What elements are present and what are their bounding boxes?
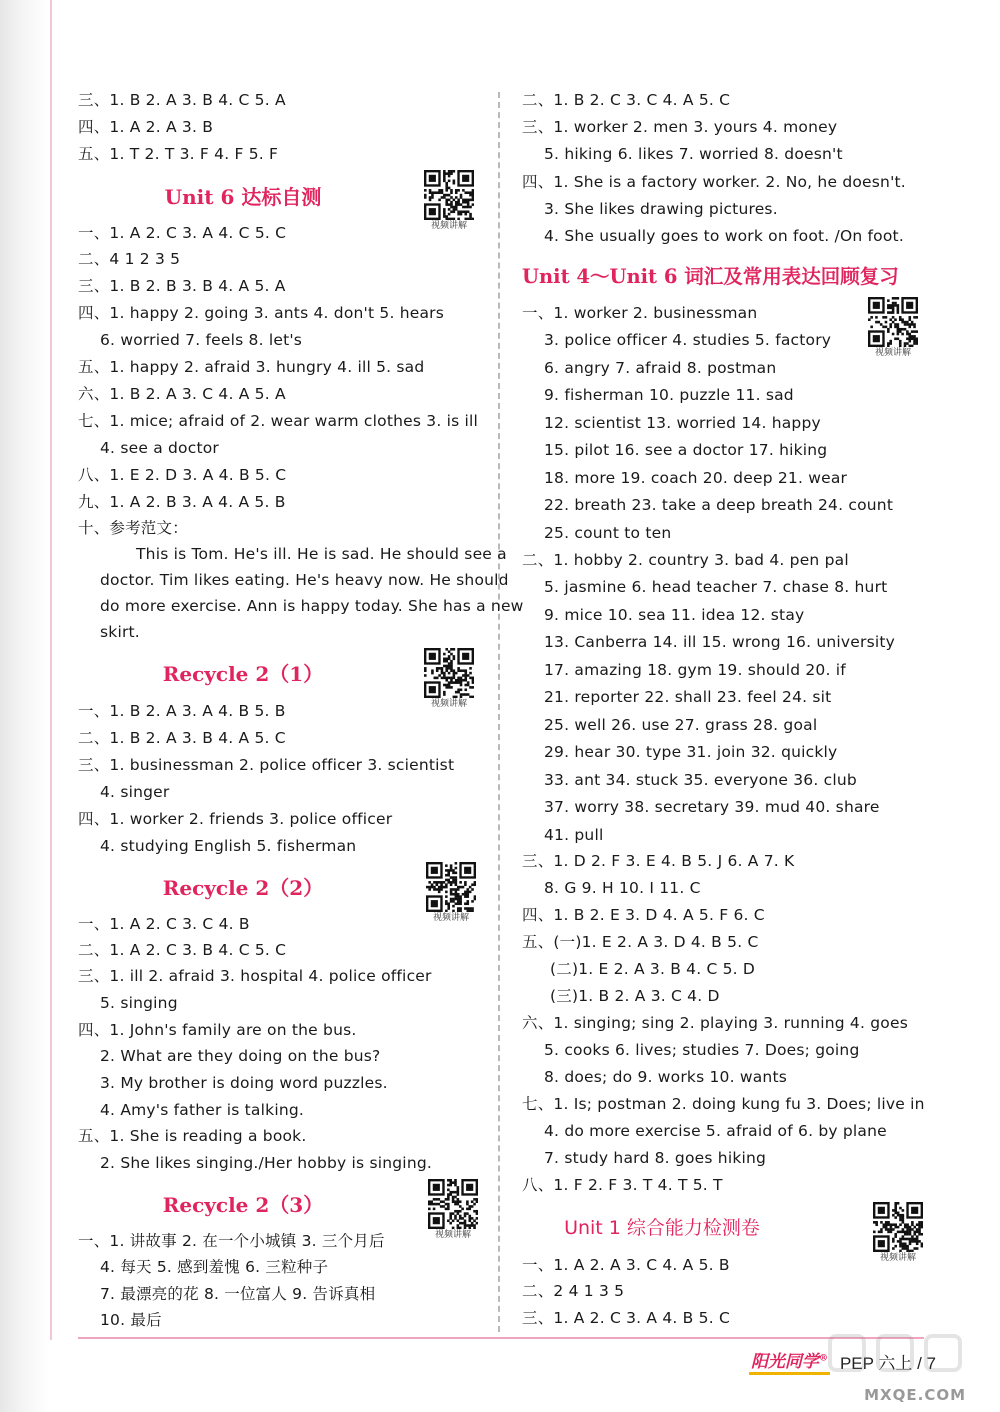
page-number: PEP 六上 / 7 <box>839 1353 936 1373</box>
qr-pattern-icon <box>428 1179 478 1229</box>
qr-code-image <box>426 862 476 912</box>
qr-code-recycle-2[interactable] <box>426 862 476 924</box>
answer-line: 5. singing <box>100 994 178 1012</box>
answer-line: 二、2 4 1 3 5 <box>522 1282 625 1300</box>
qr-code-image <box>868 297 918 347</box>
answer-line: 7. study hard 8. goes hiking <box>544 1149 767 1167</box>
answer-line: 15. pilot 16. see a doctor 17. hiking <box>544 441 828 459</box>
section-title-unit6: Unit 6 达标自测 <box>164 185 322 209</box>
answer-line: 17. amazing 18. gym 19. should 20. if <box>544 661 846 679</box>
answer-line: 4. see a doctor <box>100 439 219 457</box>
answer-line: 二、1. A 2. C 3. B 4. C 5. C <box>78 941 287 959</box>
answer-line: 一、1. A 2. C 3. A 4. C 5. C <box>78 224 287 242</box>
answer-line: 八、1. F 2. F 3. T 4. T 5. T <box>522 1176 723 1194</box>
answer-line: 八、1. E 2. D 3. A 4. B 5. C <box>78 466 287 484</box>
answer-line: 6. angry 7. afraid 8. postman <box>544 359 777 377</box>
answer-line: 12. scientist 13. worried 14. happy <box>544 414 821 432</box>
answer-line: 一、1. B 2. A 3. A 4. B 5. B <box>78 702 286 720</box>
answer-line: 六、1. singing; sing 2. playing 3. running 4. goes <box>522 1014 908 1032</box>
qr-label: 视频讲解 <box>430 221 467 231</box>
answer-line: 九、1. A 2. B 3. A 4. A 5. B <box>78 493 286 511</box>
answer-line: 四、1. B 2. E 3. D 4. A 5. F 6. C <box>522 906 765 924</box>
answer-line: 一、1. 讲故事 2. 在一个小城镇 3. 三个月后 <box>78 1232 385 1250</box>
answer-line: 二、1. B 2. A 3. B 4. A 5. C <box>78 729 286 747</box>
qr-code-recycle-1[interactable] <box>424 648 474 710</box>
answer-line: (三)1. B 2. A 3. C 4. D <box>550 987 720 1005</box>
answer-line: 五、1. happy 2. afraid 3. hungry 4. ill 5. sad <box>78 358 425 376</box>
registered-mark: ® <box>818 1353 828 1364</box>
qr-code-image <box>424 648 474 698</box>
answer-line: 三、1. ill 2. afraid 3. hospital 4. police officer <box>78 967 432 985</box>
answer-line: 7. 最漂亮的花 8. 一位富人 9. 告诉真相 <box>100 1285 376 1303</box>
answer-line: 二、4 1 2 3 5 <box>78 250 181 268</box>
answer-line: 二、1. B 2. C 3. C 4. A 5. C <box>522 91 731 109</box>
answer-line: 五、1. She is reading a book. <box>78 1127 307 1145</box>
qr-label: 视频讲解 <box>874 348 911 358</box>
qr-code-recycle-3[interactable] <box>428 1179 478 1241</box>
answer-line: 37. worry 38. secretary 39. mud 40. share <box>544 798 880 816</box>
answer-line: 8. G 9. H 10. I 11. C <box>544 879 701 897</box>
answer-line: 25. well 26. use 27. grass 28. goal <box>544 716 818 734</box>
answer-line: 29. hear 30. type 31. join 32. quickly <box>544 743 838 761</box>
answer-line: 3. police officer 4. studies 5. factory <box>544 331 832 349</box>
column-divider <box>498 92 500 1332</box>
answer-line: 4. studying English 5. fisherman <box>100 837 357 855</box>
section-title-recycle-1: Recycle 2（1） <box>162 662 324 686</box>
answer-line: (二)1. E 2. A 3. B 4. C 5. D <box>550 960 756 978</box>
qr-pattern-icon <box>868 297 918 347</box>
qr-pattern-icon <box>873 1202 923 1252</box>
answer-line: 二、1. hobby 2. country 3. bad 4. pen pal <box>522 551 849 569</box>
answer-line: 六、1. B 2. A 3. C 4. A 5. A <box>78 385 286 403</box>
answer-line: 五、(一)1. E 2. A 3. D 4. B 5. C <box>522 933 759 951</box>
qr-pattern-icon <box>424 648 474 698</box>
essay-line: do more exercise. Ann is happy today. She has a new <box>100 597 524 615</box>
answer-line: 9. fisherman 10. puzzle 11. sad <box>544 386 794 404</box>
qr-code-image <box>424 170 474 220</box>
answer-line: 五、1. T 2. T 3. F 4. F 5. F <box>78 145 279 163</box>
qr-code-image <box>428 1179 478 1229</box>
essay-line: doctor. Tim likes eating. He's heavy now. He should <box>100 571 509 589</box>
essay-line: This is Tom. He's ill. He is sad. He should see a <box>136 545 507 563</box>
answer-line: 七、1. mice; afraid of 2. wear warm clothes 3. is ill <box>78 412 479 430</box>
answer-line: 4. 每天 5. 感到羞愧 6. 三粒种子 <box>100 1258 329 1276</box>
answer-line: 25. count to ten <box>544 524 672 542</box>
essay-line: skirt. <box>100 623 140 641</box>
answer-line: 三、1. businessman 2. police officer 3. scientist <box>78 756 455 774</box>
qr-code-image <box>873 1202 923 1252</box>
answer-line: 4. Amy's father is talking. <box>100 1101 305 1119</box>
qr-label: 视频讲解 <box>434 1230 471 1240</box>
answer-line: 2. What are they doing on the bus? <box>100 1047 381 1065</box>
answer-line: 13. Canberra 14. ill 15. wrong 16. university <box>544 633 896 651</box>
answer-line: 9. mice 10. sea 11. idea 12. stay <box>544 606 805 624</box>
section-title-recycle-3: Recycle 2（3） <box>162 1193 324 1217</box>
answer-line: 七、1. Is; postman 2. doing kung fu 3. Does; live in <box>522 1095 925 1113</box>
answer-line: 2. She likes singing./Her hobby is singing. <box>100 1154 433 1172</box>
answer-line: 一、1. A 2. C 3. C 4. B <box>78 915 250 933</box>
answer-line: 10. 最后 <box>100 1311 162 1329</box>
answer-line: 4. do more exercise 5. afraid of 6. by plane <box>544 1122 887 1140</box>
answer-line: 四、1. happy 2. going 3. ants 4. don't 5. hears <box>78 304 445 322</box>
answer-line: 4. singer <box>100 783 170 801</box>
section-title-unit1: Unit 1 综合能力检测卷 <box>564 1217 760 1239</box>
answer-line: 5. hiking 6. likes 7. worried 8. doesn't <box>544 145 843 163</box>
answer-line: 一、1. worker 2. businessman <box>522 304 758 322</box>
qr-label: 视频讲解 <box>432 913 469 923</box>
answer-line: 5. cooks 6. lives; studies 7. Does; going <box>544 1041 860 1059</box>
answer-line: 四、1. worker 2. friends 3. police officer <box>78 810 393 828</box>
answer-line: 三、1. B 2. A 3. B 4. C 5. A <box>78 91 286 109</box>
answer-line: 三、1. worker 2. men 3. yours 4. money <box>522 118 838 136</box>
brand-logo <box>749 1347 830 1375</box>
section-title-recycle-2: Recycle 2（2） <box>162 876 324 900</box>
qr-label: 视频讲解 <box>879 1253 916 1263</box>
brand-name: 阳光同学 <box>750 1352 819 1372</box>
answer-line: 一、1. A 2. A 3. C 4. A 5. B <box>522 1256 730 1274</box>
answer-line: 3. She likes drawing pictures. <box>544 200 778 218</box>
answer-line: 3. My brother is doing word puzzles. <box>100 1074 388 1092</box>
qr-code-unit6[interactable] <box>424 170 474 232</box>
answer-line: 十、参考范文： <box>78 519 188 537</box>
answer-line: 四、1. She is a factory worker. 2. No, he doesn't. <box>522 173 906 191</box>
qr-pattern-icon <box>424 170 474 220</box>
answer-line: 18. more 19. coach 20. deep 21. wear <box>544 469 848 487</box>
qr-label: 视频讲解 <box>430 699 467 709</box>
watermark-text: MXQE.COM <box>864 1386 966 1404</box>
qr-pattern-icon <box>426 862 476 912</box>
answer-line: 三、1. A 2. C 3. A 4. B 5. C <box>522 1309 730 1327</box>
answer-line: 三、1. D 2. F 3. E 4. B 5. J 6. A 7. K <box>522 852 795 870</box>
answer-line: 四、1. John's family are on the bus. <box>78 1021 357 1039</box>
answer-line: 6. worried 7. feels 8. let's <box>100 331 303 349</box>
answer-line: 21. reporter 22. shall 23. feel 24. sit <box>544 688 832 706</box>
section-title-review: Unit 4～Unit 6 词汇及常用表达回顾复习 <box>522 265 899 288</box>
answer-line: 5. jasmine 6. head teacher 7. chase 8. hurt <box>544 578 888 596</box>
answer-line: 22. breath 23. take a deep breath 24. count <box>544 496 894 514</box>
answer-line: 33. ant 34. stuck 35. everyone 36. club <box>544 771 857 789</box>
answer-line: 41. pull <box>544 826 604 844</box>
answer-line: 三、1. B 2. B 3. B 4. A 5. A <box>78 277 286 295</box>
qr-code-unit1[interactable] <box>873 1202 923 1264</box>
footer-rule <box>78 1337 924 1339</box>
qr-code-review[interactable] <box>868 297 918 359</box>
answer-line: 4. She usually goes to work on foot. /On foot. <box>544 227 904 245</box>
answer-line: 8. does; do 9. works 10. wants <box>544 1068 788 1086</box>
answer-line: 四、1. A 2. A 3. B <box>78 118 214 136</box>
